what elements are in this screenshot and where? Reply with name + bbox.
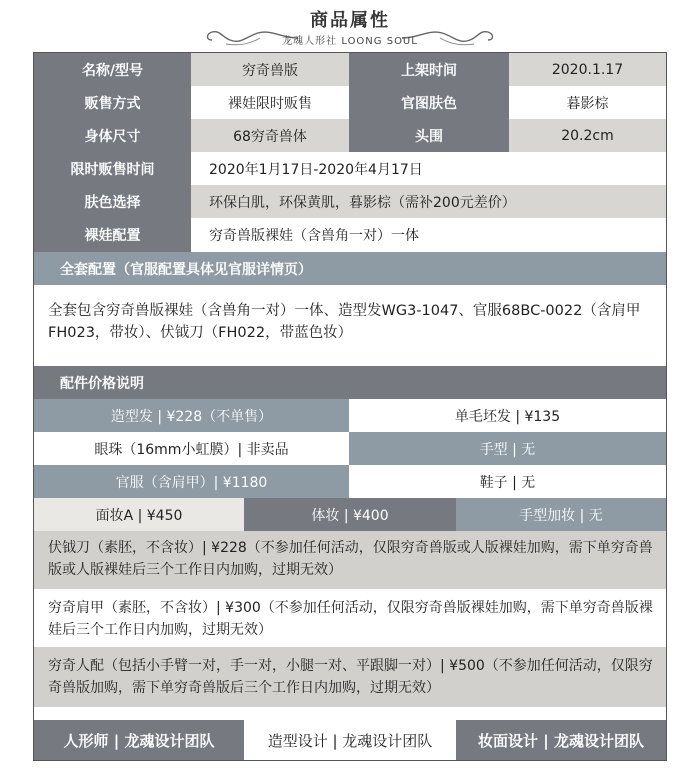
product-attributes-table — [33, 52, 667, 761]
price-hand-makeup: 手型加妆 | 无 — [456, 498, 666, 531]
note-human-parts: 穷奇人配（包括小手臂一对，手一对，小腿一对、平跟脚一对）| ¥500（不参加任何活动，仅限穷奇兽版加购，需下单穷奇兽版后三个工作日内加购，过期无效） — [34, 649, 666, 707]
credit-styling: 造型设计 | 龙魂设计团队 — [244, 720, 456, 760]
head-size-label: 头围 — [349, 119, 509, 152]
spacer — [34, 707, 666, 720]
skin-choice-label: 肤色选择 — [34, 185, 191, 218]
name-value: 穷奇兽版 — [191, 53, 349, 86]
credit-makeup: 妆面设计 | 龙魂设计团队 — [456, 720, 666, 760]
config-value: 穷奇兽版裸娃（含兽角一对）一体 — [191, 218, 666, 252]
config-label: 裸娃配置 — [34, 218, 191, 252]
brand-subtitle: 龙魂人形社 LOONG SOUL — [282, 36, 418, 47]
price-header: 配件价格说明 — [34, 366, 666, 399]
release-value: 2020.1.17 — [509, 53, 666, 86]
full-set-text: 全套包含穷奇兽版裸娃（含兽角一对）一体、造型发WG3-1047、官服68BC-0022（含肩甲FH023，带妆）、伏钺刀（FH022，带蓝色妆） — [48, 303, 641, 341]
skin-choice-value: 环保白肌，环保黄肌，暮影棕（需补200元差价） — [191, 185, 666, 218]
price-hand-type: 手型 | 无 — [349, 432, 666, 465]
price-faceup: 面妆A | ¥450 — [34, 498, 244, 531]
body-size-value: 68穷奇兽体 — [191, 119, 349, 152]
sale-time-value: 2020年1月17日-2020年4月17日 — [191, 152, 666, 185]
skin-value: 暮影棕 — [509, 86, 666, 119]
note-shoulder: 穷奇肩甲（素胚，不含妆）| ¥300（不参加任何活动，仅限穷奇兽版裸娃加购，需下单穷奇兽版裸娃后三个工作日内加购，过期无效） — [48, 600, 653, 638]
body-size-label: 身体尺寸 — [34, 119, 191, 152]
price-single-wig: 单毛坯发 | ¥135 — [349, 399, 666, 432]
price-shoes: 鞋子 | 无 — [349, 465, 666, 498]
price-eyes: 眼珠（16mm小虹膜）| 非卖品 — [34, 432, 349, 465]
note-blade: 伏钺刀（素胚，不含妆）| ¥228（不参加任何活动，仅限穷奇兽版或人版裸娃加购，需下单穷奇兽版或人版裸娃后三个工作日内加购，过期无效） — [34, 531, 666, 589]
sale-method-value: 裸娃限时贩售 — [191, 86, 349, 119]
release-label: 上架时间 — [349, 53, 509, 86]
credit-sculptor: 人形师 | 龙魂设计团队 — [34, 720, 244, 760]
name-label: 名称/型号 — [34, 53, 191, 86]
full-set-header: 全套配置（官服配置具体见官服详情页） — [34, 252, 666, 285]
head-size-value: 20.2cm — [509, 119, 666, 152]
sale-time-label: 限时贩售时间 — [34, 152, 191, 185]
price-outfit: 官服（含肩甲）| ¥1180 — [34, 465, 349, 498]
skin-label: 官图肤色 — [349, 86, 509, 119]
page-header — [0, 0, 700, 52]
page-title: 商品属性 — [310, 10, 390, 31]
price-wig: 造型发 | ¥228（不单售） — [34, 399, 349, 432]
price-body-makeup: 体妆 | ¥400 — [244, 498, 456, 531]
sale-method-label: 贩售方式 — [34, 86, 191, 119]
